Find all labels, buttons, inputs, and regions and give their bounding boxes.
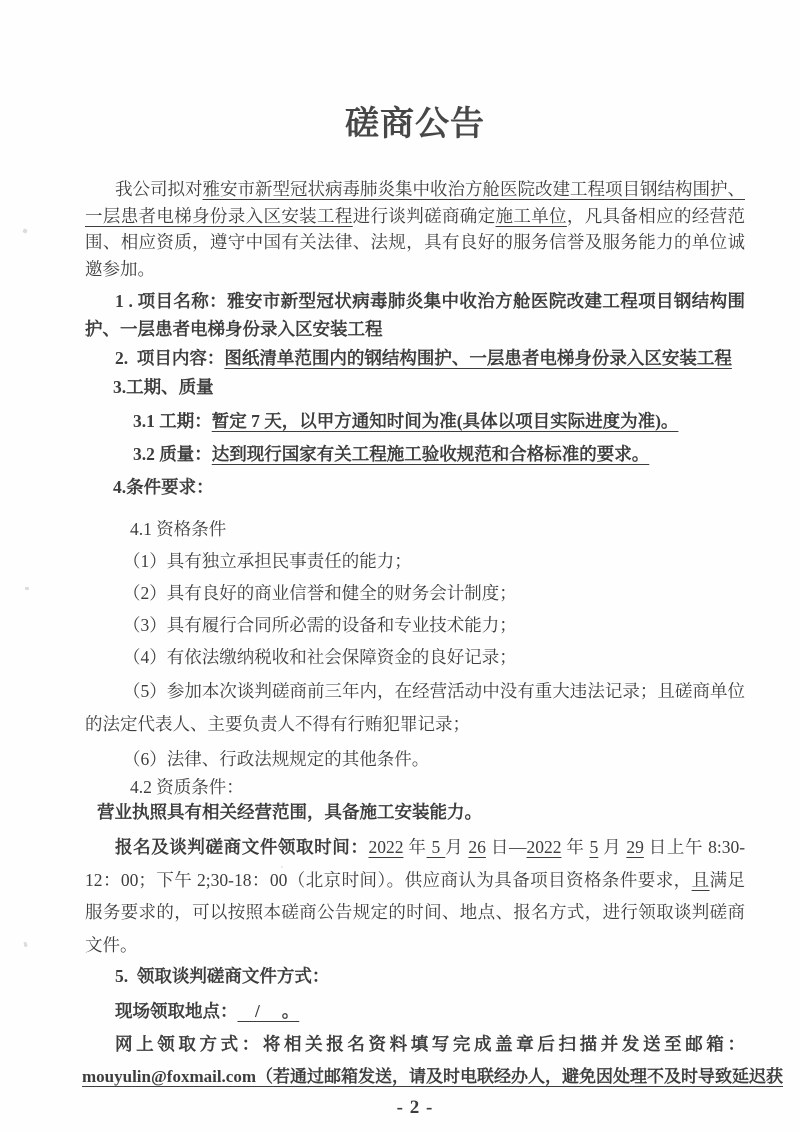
item3-2-label: 3.2 质量： xyxy=(133,444,212,464)
registration-sep: 月 xyxy=(445,837,469,857)
item1-value: 雅安市新型冠状病毒肺炎集中收治方舱医院改建工程项目钢结构围护、一层患者电梯身份录入区安装工程 xyxy=(85,291,745,339)
intro-paragraph xyxy=(85,176,745,282)
registration-year1: 2022 xyxy=(368,837,404,857)
document-content xyxy=(82,0,784,1119)
qualification-item: （2）具有良好的商业信誉和健全的财务会计制度； xyxy=(123,583,517,603)
registration-sep: 日— xyxy=(485,837,527,857)
item4-1-heading: 4.1 资格条件 xyxy=(130,519,227,539)
onsite-blank-field: / 。 xyxy=(237,1001,300,1021)
online-pickup-line: 网上领取方式：将相关报名资料填写完成盖章后扫描并发送至邮箱： xyxy=(115,1034,745,1054)
registration-year2: 2022 xyxy=(526,837,562,857)
registration-day1: 26 xyxy=(468,837,486,857)
registration-month2: 5 xyxy=(589,837,599,857)
item3-2-value: 达到现行国家有关工程施工验收规范和合格标准的要求。 xyxy=(211,444,650,464)
intro-mid: 进行谈判磋商确定 xyxy=(352,205,496,226)
registration-month1: 5 xyxy=(426,837,446,857)
qualification-item: （4）有依法缴纳税收和社会保障资金的良好记录； xyxy=(123,647,517,667)
scan-artifact xyxy=(22,228,27,233)
registration-sep: 年 xyxy=(403,837,427,857)
scan-artifact xyxy=(23,942,27,948)
page-title: 磋商公告 xyxy=(345,106,485,143)
registration-day2: 29 xyxy=(626,837,644,857)
registration-paragraph xyxy=(85,831,745,961)
item1-label: 1 . 项目名称： xyxy=(115,291,227,311)
item5-heading: 5. 领取谈判磋商文件方式： xyxy=(115,966,330,986)
item2-project-content xyxy=(85,344,745,372)
item4-heading: 4.条件要求： xyxy=(113,477,214,497)
registration-time-range: 日上午 8:30-12：00；下午 2;30-18：00（北京时间）。供应商认为具备项目资格条件要求， xyxy=(85,837,746,890)
item3-1-duration xyxy=(85,406,745,436)
registration-label: 报名及谈判磋商文件领取时间： xyxy=(115,837,369,857)
registration-tail: 满足服务要求的，可以按照本磋商公告规定的时间、地点、报名方式，进行领取谈判磋商文件。 xyxy=(85,869,746,955)
registration-qie-underlined: 且 xyxy=(691,869,710,890)
intro-project-name: 雅安市新型冠状病毒肺炎集中收治方舱医院改建工程项目钢结构围护、一层患者电梯身份录入区安装工程 xyxy=(85,179,745,226)
onsite-pickup-line xyxy=(85,998,745,1024)
intro-lead: 我公司拟对 xyxy=(115,179,203,199)
item2-value: 图纸清单范围内的钢结构围护、一层患者电梯身份录入区安装工程 xyxy=(224,348,732,368)
page-number: - 2 - xyxy=(396,1097,434,1118)
qualification-item: （5）参加本次谈判磋商前三年内，在经营活动中没有重大违法记录；且磋商单位的法定代表人、主要负责人不得有行贿犯罪记录； xyxy=(85,681,745,734)
item3-1-value: 暂定 7 天，以甲方通知时间为准(具体以项目实际进度为准)。 xyxy=(211,411,679,431)
item3-heading: 3.工期、质量 xyxy=(113,377,214,397)
registration-sep: 月 xyxy=(598,837,627,857)
intro-tail: ，凡具备相应的经营范围、相应资质，遵守中国有关法律、法规，具有良好的服务信誉及服务能力的单位诚邀参加。 xyxy=(85,205,746,279)
qualification-item: （1）具有独立承担民事责任的能力； xyxy=(123,551,412,571)
scan-artifact xyxy=(25,587,29,590)
item2-label: 2. 项目内容： xyxy=(115,348,225,368)
item1-project-name xyxy=(85,287,745,343)
onsite-label: 现场领取地点： xyxy=(115,1001,238,1021)
item4-2-heading: 4.2 资质条件： xyxy=(130,777,244,797)
item3-1-label: 3.1 工期： xyxy=(133,411,212,431)
registration-sep: 年 xyxy=(561,837,590,857)
item4-2-text: 营业执照具有相关经营范围，具备施工安装能力。 xyxy=(97,802,482,822)
qualification-item: （6）法律、行政法规规定的其他条件。 xyxy=(123,749,430,769)
item3-2-quality xyxy=(85,439,745,469)
qualification-item: （3）具有履行合同所必需的设备和专业技术能力； xyxy=(123,615,517,635)
intro-construction-unit: 施工单位 xyxy=(495,205,567,226)
email-line: mouyulin@foxmail.com（若通过邮箱发送，请及时电联经办人，避免因处理不及时导致延迟获 xyxy=(82,1067,784,1086)
